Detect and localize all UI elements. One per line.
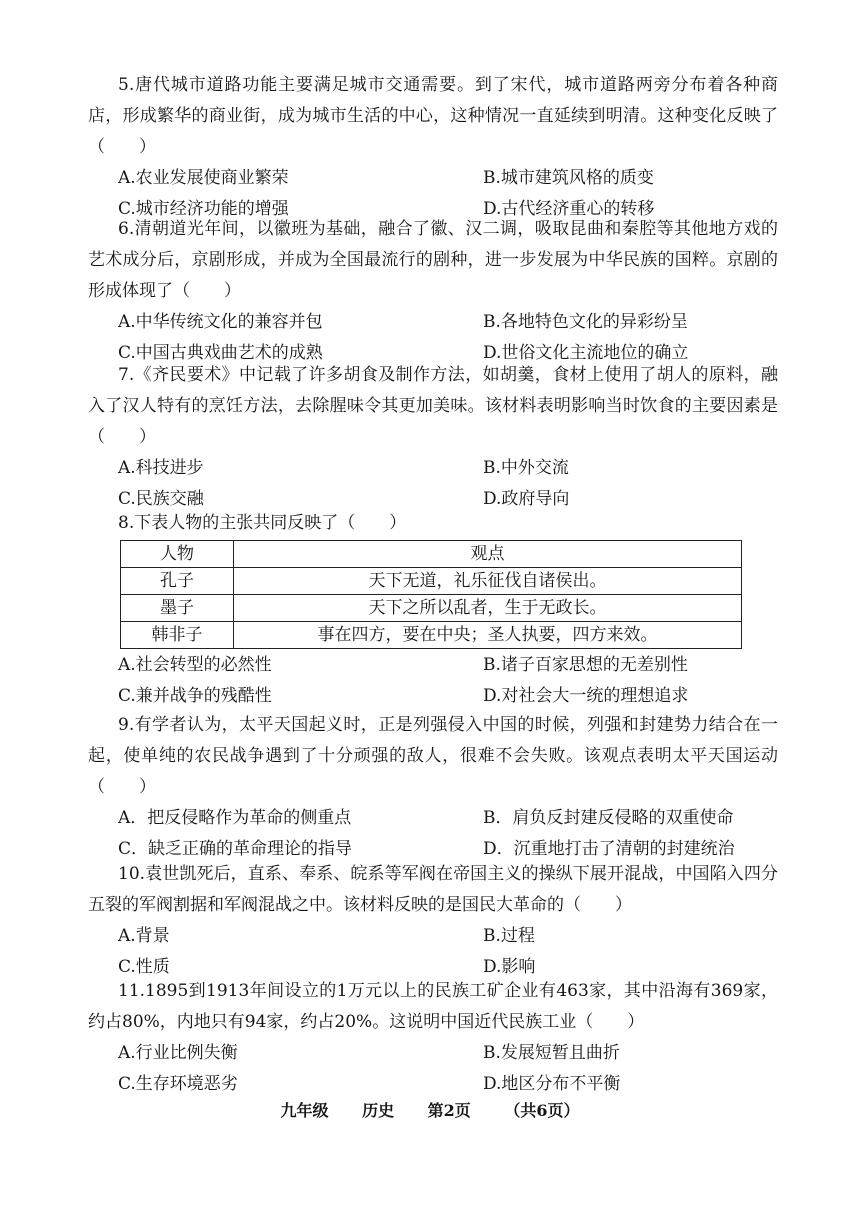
option-d: D.对社会大一统的理想追求	[483, 686, 689, 706]
option-a: A.行业比例失衡	[118, 1043, 238, 1063]
option-b: B.城市建筑风格的质变	[483, 168, 654, 188]
option-d: D.地区分布不平衡	[483, 1074, 621, 1094]
table-cell-person: 韩非子	[121, 622, 234, 649]
question-stem: 6.清朝道光年间，以徽班为基础，融合了徽、汉二调，吸取昆曲和秦腔等其他地方戏的艺术成分后，京剧形成，并成为全国最流行的剧种，进一步发展为中华民族的国粹。京剧的形成体现了（ ）	[88, 219, 778, 301]
table-cell-person: 孔子	[121, 568, 234, 595]
question-10	[88, 859, 778, 983]
option-a: A.社会转型的必然性	[118, 655, 272, 675]
table-cell-viewpoint: 天下无道，礼乐征伐自诸侯出。	[234, 568, 742, 595]
question-stem: 5.唐代城市道路功能主要满足城市交通需要。到了宋代，城市道路两旁分布着各种商店，形成繁华的商业街，成为城市生活的中心，这种情况一直延续到明清。这种变化反映了（ ）	[88, 75, 778, 157]
question-stem: 9.有学者认为，太平天国起义时，正是列强侵入中国的时候，列强和封建势力结合在一起，使单纯的农民战争遇到了十分顽强的敌人，很难不会失败。该观点表明太平天国运动（ ）	[88, 715, 778, 797]
table-header-person: 人物	[121, 541, 234, 568]
option-a: A.背景	[118, 926, 170, 946]
option-b: B.过程	[483, 926, 535, 946]
question-6	[88, 214, 778, 369]
table-cell-person: 墨子	[121, 595, 234, 622]
options-grid	[88, 803, 778, 865]
question-5	[88, 70, 778, 225]
option-b: B.发展短暂且曲折	[483, 1043, 620, 1063]
table-header-viewpoint: 观点	[234, 541, 742, 568]
question-11	[88, 976, 778, 1100]
footer-subject: 历史	[362, 1101, 395, 1120]
table-row	[121, 595, 742, 622]
question-7	[88, 360, 778, 515]
option-c: C.生存环境恶劣	[118, 1074, 238, 1094]
table-row	[121, 622, 742, 649]
option-d: D.政府导向	[483, 489, 570, 509]
option-a: A．把反侵略作为革命的侧重点	[118, 808, 352, 828]
option-c: C.民族交融	[118, 489, 204, 509]
option-b: B.中外交流	[483, 458, 569, 478]
table-row	[121, 568, 742, 595]
table-header-row	[121, 541, 742, 568]
table-cell-viewpoint: 事在四方，要在中央；圣人执要，四方来效。	[234, 622, 742, 649]
option-c: C.兼并战争的残酷性	[118, 686, 272, 706]
question-9	[88, 710, 778, 865]
option-d: D．沉重地打击了清朝的封建统治	[483, 839, 735, 859]
question-stem: 7.《齐民要术》中记载了许多胡食及制作方法，如胡羹，食材上使用了胡人的原料，融入了汉人特有的烹饪方法，去除腥味令其更加美味。该材料表明影响当时饮食的主要因素是（ ）	[88, 365, 778, 447]
option-b: B.各地特色文化的异彩纷呈	[483, 312, 688, 332]
question-8	[88, 508, 778, 712]
options-grid	[88, 921, 778, 983]
option-d: D.古代经济重心的转移	[483, 199, 655, 219]
option-c: C.城市经济功能的增强	[118, 199, 289, 219]
footer-page-number: 第2页	[427, 1101, 471, 1120]
footer-grade: 九年级	[280, 1101, 329, 1120]
question-stem: 11.1895到1913年间设立的1万元以上的民族工矿企业有463家，其中沿海有369家，约占80%，内地只有94家，约占20%。这说明中国近代民族工业（ ）	[88, 981, 778, 1032]
option-d: D.影响	[483, 957, 536, 977]
options-grid	[88, 453, 778, 515]
options-grid	[88, 650, 778, 712]
options-grid	[88, 1038, 778, 1100]
option-a: A.中华传统文化的兼容并包	[118, 312, 323, 332]
option-b: B.诸子百家思想的无差别性	[483, 655, 688, 675]
viewpoint-table	[120, 540, 742, 649]
option-b: B．肩负反封建反侵略的双重使命	[483, 808, 734, 828]
option-a: A.科技进步	[118, 458, 204, 478]
page-footer	[0, 1098, 860, 1121]
table-cell-viewpoint: 天下之所以乱者，生于无政长。	[234, 595, 742, 622]
option-c: C.中国古典戏曲艺术的成熟	[118, 343, 323, 363]
option-a: A.农业发展使商业繁荣	[118, 168, 289, 188]
footer-total-pages: （共6页）	[504, 1101, 580, 1120]
option-c: C．缺乏正确的革命理论的指导	[118, 839, 353, 859]
option-d: D.世俗文化主流地位的确立	[483, 343, 689, 363]
option-c: C.性质	[118, 957, 170, 977]
question-stem: 10.袁世凯死后，直系、奉系、皖系等军阀在帝国主义的操纵下展开混战，中国陷入四分五裂的军阀割据和军阀混战之中。该材料反映的是国民大革命的（ ）	[88, 864, 778, 915]
question-stem: 8.下表人物的主张共同反映了（ ）	[118, 513, 407, 533]
